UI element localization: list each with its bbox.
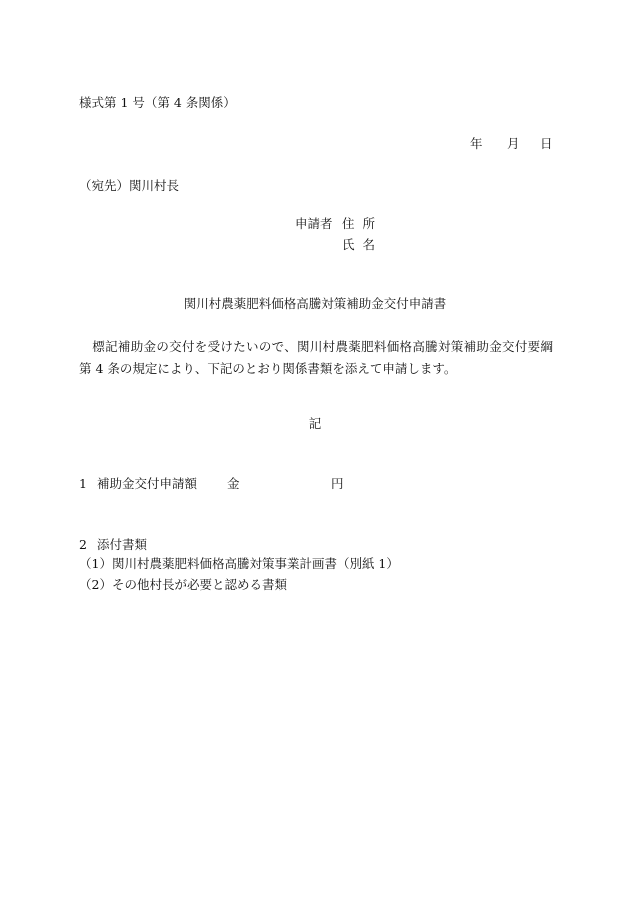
attachment-item: （2）その他村長が必要と認める書類 xyxy=(79,577,287,592)
document-title: 関川村農薬肥料価格高騰対策補助金交付申請書 xyxy=(183,296,447,311)
body-text: 標記補助金の交付を受けたいので、関川村農薬肥料価格高騰対策補助金交付要綱第 4 条の規定により、下記のとおり関係書類を添えて申請します。 xyxy=(79,339,553,376)
amount-yen-label: 円 xyxy=(331,476,344,491)
amount-kin-label: 金 xyxy=(227,476,240,491)
date-year-label: 年 xyxy=(470,136,483,151)
attachments-heading: 添付書類 xyxy=(97,537,148,552)
ki-heading: 記 xyxy=(308,416,322,431)
date-day-label: 日 xyxy=(540,136,553,151)
applicant-label: 申請者 xyxy=(295,216,333,231)
address-label: 住所 xyxy=(342,216,384,231)
addressee: （宛先）関川村長 xyxy=(79,178,180,193)
date-month-label: 月 xyxy=(507,136,520,151)
body-paragraph xyxy=(79,336,553,380)
attachments-item-number: 2 xyxy=(79,537,87,552)
amount-item-number: 1 xyxy=(79,476,87,491)
attachment-item: （1）関川村農薬肥料価格高騰対策事業計画書（別紙 1） xyxy=(79,556,399,571)
amount-label: 補助金交付申請額 xyxy=(97,476,198,491)
form-number: 様式第 1 号（第 4 条関係） xyxy=(79,95,236,110)
name-label: 氏名 xyxy=(342,237,384,252)
